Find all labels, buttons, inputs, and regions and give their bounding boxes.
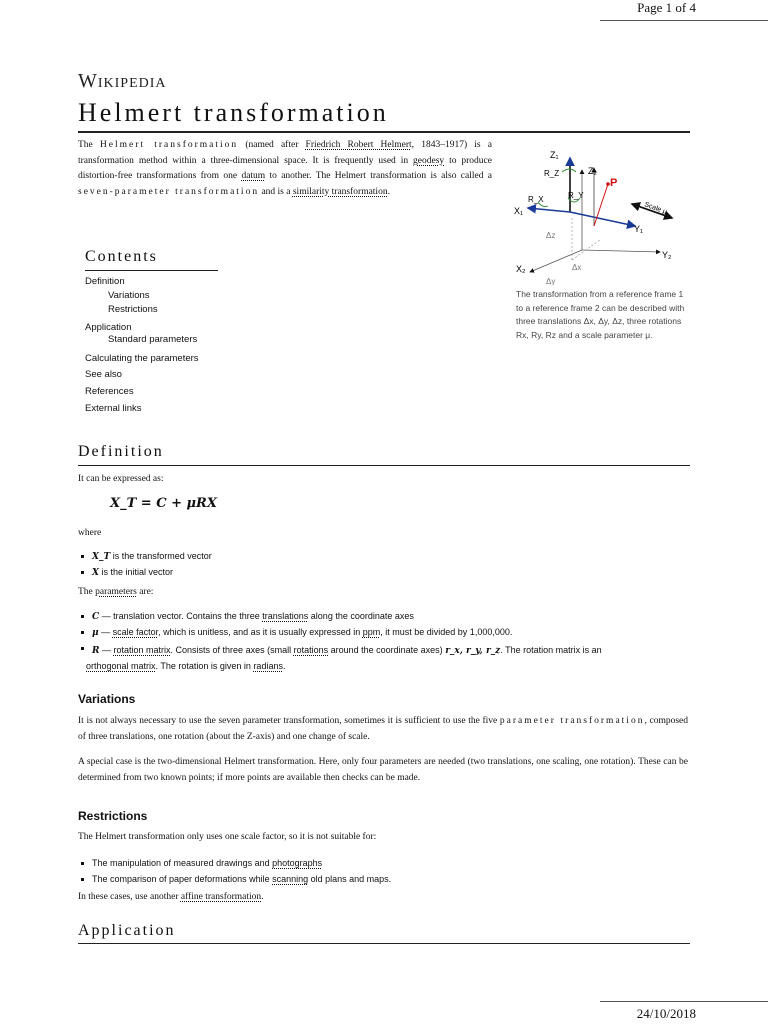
page-title: Helmert transformation: [78, 98, 389, 127]
print-date: 24/10/2018: [636, 1006, 696, 1021]
link-rotations[interactable]: rotations: [293, 645, 329, 655]
toc-item-application[interactable]: Application: [85, 322, 132, 333]
label-dx: Δx: [572, 263, 582, 272]
restriction-item: The manipulation of measured drawings and photographs: [86, 858, 322, 868]
figure-caption: The transformation from a reference frame 1 to a reference frame 2 can be described with three translations Δx, Δy, Δz, three rotations Rx, Ry, Rz and a scale parameter μ.: [516, 289, 685, 340]
link-orthogonal-matrix[interactable]: orthogonal matrix: [86, 661, 156, 671]
contents-rule: [85, 270, 218, 271]
restrictions-tail: In these cases, use another affine transformation.: [78, 892, 264, 902]
definition-rule: [78, 465, 690, 466]
parameter-item: C — translation vector. Contains the three translations along the coordinate axes: [86, 611, 414, 622]
toc-item-external-links[interactable]: External links: [85, 403, 142, 414]
footer-divider: [600, 1001, 768, 1002]
helmert-diagram: [510, 140, 690, 285]
link-photographs[interactable]: photographs: [272, 858, 323, 868]
variations-paragraph-2: A special case is the two-dimensional Helmert transformation. Here, only four parameters are needed (two translations, one scaling, one rotation). These can be determined from two known points; if more points are available then checks can be made.: [78, 757, 688, 783]
label-y1: Y₁: [634, 224, 644, 234]
toc-item-definition[interactable]: Definition: [85, 276, 125, 287]
helmert-figure[interactable]: [510, 140, 690, 285]
wikipedia-logo[interactable]: [78, 70, 167, 93]
link-ppm[interactable]: ppm: [362, 627, 381, 637]
toc-item-calculating-parameters[interactable]: Calculating the parameters: [85, 353, 199, 364]
label-scale: Scale μ: [643, 201, 668, 216]
link-similarity-transformation[interactable]: similarity transformation: [292, 186, 388, 197]
title-rule: [78, 131, 690, 133]
label-dy: Δy: [546, 277, 556, 285]
section-heading-variations: Variations: [78, 692, 136, 706]
definition-lead: It can be expressed as:: [78, 474, 164, 484]
toc-item-variations[interactable]: Variations: [108, 290, 150, 301]
logo-text: Wikipedia: [78, 70, 167, 92]
label-z1: Z₁: [550, 150, 559, 160]
label-x1: X₁: [514, 206, 524, 216]
restriction-item: The comparison of paper deformations while scanning old plans and maps.: [86, 874, 391, 884]
label-z2: Z₂: [588, 166, 597, 176]
definition-formula: X_T = C + μRX: [110, 496, 217, 511]
link-geodesy[interactable]: geodesy: [413, 155, 445, 166]
restrictions-lead: The Helmert transformation only uses one scale factor, so it is not suitable for:: [78, 832, 377, 842]
label-rx: R_X: [528, 195, 544, 204]
link-translations[interactable]: translations: [262, 611, 309, 621]
label-p: P: [610, 177, 618, 189]
page-number: Page 1 of 4: [637, 0, 696, 15]
header-divider: [600, 20, 768, 21]
link-friedrich-helmert[interactable]: Friedrich Robert Helmert: [305, 140, 412, 150]
contents-heading: Contents: [85, 248, 158, 265]
toc-item-references[interactable]: References: [85, 386, 134, 397]
section-heading-restrictions: Restrictions: [78, 809, 148, 823]
link-rotation-matrix[interactable]: rotation matrix: [113, 645, 171, 655]
toc-item-see-also[interactable]: See also: [85, 369, 122, 380]
link-radians[interactable]: radians: [253, 661, 283, 671]
parameter-item: μ — scale factor, which is unitless, and as it is usually expressed in ppm, it must be divided by 1,000,000.: [86, 627, 512, 638]
toc-item-restrictions[interactable]: Restrictions: [108, 304, 158, 315]
where-item: X_T is the transformed vector: [86, 551, 212, 562]
section-heading-application: Application: [78, 922, 176, 939]
label-dz: Δz: [546, 231, 556, 240]
link-datum[interactable]: datum: [241, 171, 266, 181]
label-ry: R_Y: [568, 191, 584, 200]
parameters-lead: The parameters are:: [78, 587, 154, 597]
label-y2: Y₂: [662, 250, 672, 260]
where-item: X is the initial vector: [86, 567, 173, 578]
parameter-item: R — rotation matrix. Consists of three axes (small rotations around the coordinate axes) r_x, r_y, r_z. The rotation matrix is an orthogonal matrix. The rotation is given in radians.: [86, 643, 646, 674]
link-parameters[interactable]: parameters: [95, 587, 137, 597]
section-heading-definition: Definition: [78, 443, 164, 460]
application-rule: [78, 943, 690, 944]
intro-paragraph: The Helmert transformation (named after Friedrich Robert Helmert, 1843–1917) is a transformation method within a three-dimensional space. It is frequently used in geodesy to produce distortion-free transformations from one datum to another. The Helmert transformation is also called a seven-parameter transformation and is a similarity transformation.: [78, 140, 492, 197]
label-x2: X₂: [516, 264, 526, 274]
variations-paragraph-1: It is not always necessary to use the seven parameter transformation, sometimes it is sufficient to use the five parameter transformation, composed of three translations, one rotation (about the Z-axis) and one change of scale.: [78, 716, 688, 742]
where-label: where: [78, 528, 102, 538]
toc-item-standard-parameters[interactable]: Standard parameters: [108, 334, 198, 345]
label-rz: R_Z: [544, 169, 560, 178]
link-scanning[interactable]: scanning: [272, 874, 309, 884]
link-affine-transformation[interactable]: affine transformation: [180, 892, 262, 902]
link-scale-factor[interactable]: scale factor: [112, 627, 159, 637]
